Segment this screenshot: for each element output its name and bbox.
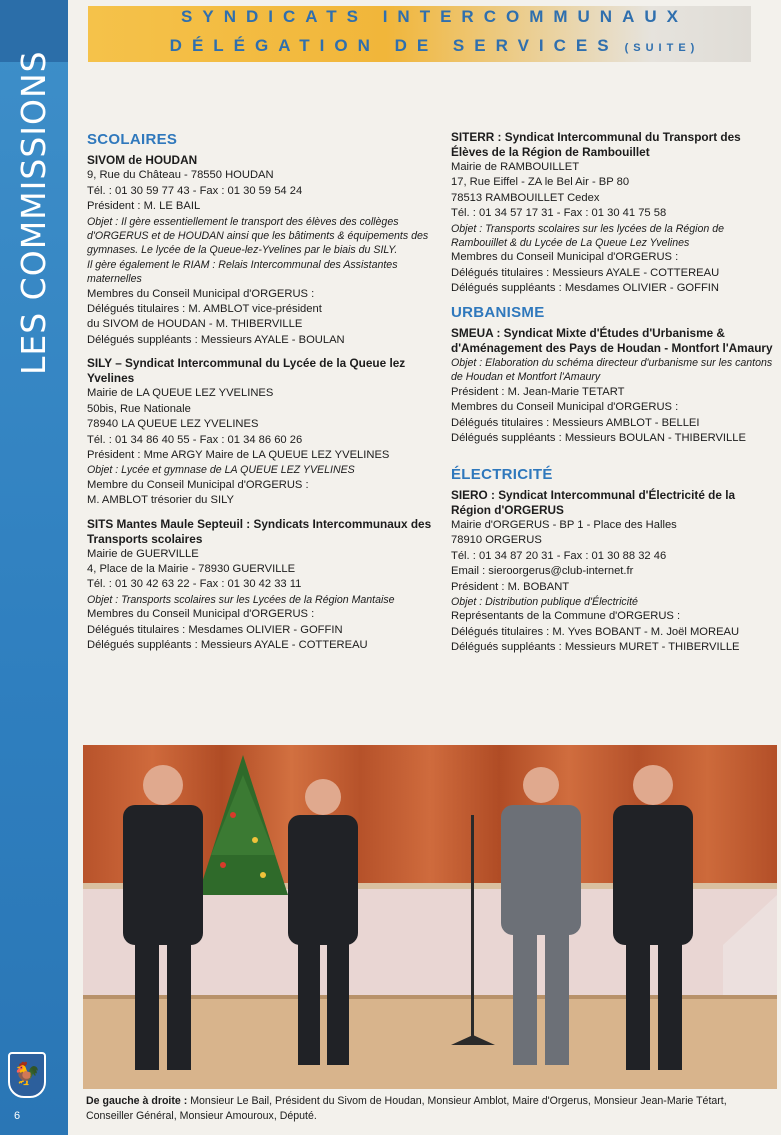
info-line: 4, Place de la Mairie - 78930 GUERVILLE [87,562,296,575]
info-line: Tél. : 01 30 59 77 43 - Fax : 01 30 59 54 24 [87,184,303,197]
info-line: Président : M. LE BAIL [87,200,201,213]
info-line: Tél. : 01 34 86 40 55 - Fax : 01 34 86 60 26 [87,433,303,446]
info-line: Membres du Conseil Municipal d'ORGERUS : [451,401,679,414]
objet-text: Objet : Distribution publique d'Électricité [451,595,638,608]
info-line: 78910 ORGERUS [451,534,542,547]
block-title: SITERR : Syndicat Intercommunal du Transport des Élèves de la Région de Rambouillet [451,130,741,159]
section-title-urbanisme: URBANISME [451,303,545,321]
header-subtitle [88,36,781,56]
right-column [451,130,777,664]
info-line: Membres du Conseil Municipal d'ORGERUS : [87,608,315,621]
info-line: Délégués titulaires : Messieurs AYALE - COTTEREAU [451,266,720,279]
info-line: M. AMBLOT trésorier du SILY [87,494,234,507]
block-sits [87,517,432,654]
block-title: SIVOM de HOUDAN [87,153,198,168]
block-siterr [451,130,777,297]
info-line: Tél. : 01 34 57 17 31 - Fax : 01 30 41 75 58 [451,207,667,220]
info-line: Mairie de RAMBOUILLET [451,161,580,173]
info-line: Délégués suppléants : Messieurs AYALE - BOULAN [87,333,345,346]
info-line: Président : M. Jean-Marie TETART [451,385,625,398]
header-title: SYNDICATS INTERCOMMUNAUX [181,7,688,26]
info-line: 17, Rue Eiffel - ZA le Bel Air - BP 80 [451,176,630,189]
header-suffix: (SUITE) [624,42,700,54]
objet-text: Objet : Il gère essentiellement le transport des élèves des collèges d'ORGERUS et de HOUDAN ainsi que les bâtiments & équipements des gymnases. Le lycée de la Queue-lez-Yvelines par le biais du SILY. [87,215,429,257]
info-line: Membre du Conseil Municipal d'ORGERUS : [87,478,309,491]
objet-text: Objet : Elaboration du schéma directeur d'urbanisme sur les cantons de Houdan et Montfort l'Amaury [451,357,773,384]
info-line: Délégués titulaires : Mesdames OLIVIER - GOFFIN [87,623,343,636]
riam-text: Il gère également le RIAM : Relais Intercommunal des Assistantes maternelles [87,258,398,286]
info-line: Mairie de LA QUEUE LEZ YVELINES [87,387,274,400]
photo-illustration [83,745,777,1089]
info-line: du SIVOM de HOUDAN - M. THIBERVILLE [87,318,303,331]
info-line: 9, Rue du Château - 78550 HOUDAN [87,169,274,182]
rooster-icon: 🐓 [8,1052,46,1098]
block-siero [451,488,777,656]
group-photo [83,745,777,1089]
objet-text: Objet : Transports scolaires sur les Lycées de la Région Mantaise [87,593,395,606]
block-title: SITS Mantes Maule Septeuil : Syndicats Intercommunaux des Transports scolaires [87,516,432,546]
objet-text: Objet : Lycée et gymnase de LA QUEUE LEZ YVELINES [87,464,355,477]
email-line: Email : sieroorgerus@club-internet.fr [451,565,634,578]
info-line: Président : M. BOBANT [451,580,570,593]
section-title-scolaires: SCOLAIRES [87,131,178,148]
sidebar [0,0,68,1135]
objet-text: Objet : Transports scolaires sur les lycées de la Région de Rambouillet & du Lycée de La Queue Lez Yvelines [451,222,725,250]
block-title: SILY – Syndicat Intercommunal du Lycée de la Queue lez Yvelines [87,356,406,386]
block-sily [87,356,432,508]
caption-lead: De gauche à droite : [86,1095,188,1107]
spacer [451,455,777,465]
info-line: Délégués suppléants : Mesdames OLIVIER - GOFFIN [451,282,719,295]
block-title: SMEUA : Syndicat Mixte d'Études d'Urbanisme & d'Aménagement des Pays de Houdan - Montfort l'Amaury [451,326,773,356]
info-line: 50bis, Rue Nationale [87,402,191,415]
info-line: Délégués suppléants : Messieurs MURET - THIBERVILLE [451,641,740,654]
info-line: Délégués titulaires : M. AMBLOT vice-président [87,303,322,316]
info-line: Tél. : 01 30 42 63 22 - Fax : 01 30 42 33 11 [87,578,302,591]
info-line: Membres du Conseil Municipal d'ORGERUS : [87,287,315,300]
block-smeua [451,326,777,446]
info-line: Délégués titulaires : Messieurs AMBLOT - BELLEI [451,416,700,429]
left-column [87,130,432,661]
info-line: Délégués suppléants : Messieurs BOULAN - THIBERVILLE [451,432,746,445]
info-line: Membres du Conseil Municipal d'ORGERUS : [451,251,679,264]
block-title: SIERO : Syndicat Intercommunal d'Électricité de la Région d'ORGERUS [451,487,736,517]
info-line: Président : Mme ARGY Maire de LA QUEUE LEZ YVELINES [87,448,390,461]
block-sivom [87,153,432,348]
info-line: 78513 RAMBOUILLET Cedex [451,191,600,204]
info-line: Représentants de la Commune d'ORGERUS : [451,610,681,623]
info-line: Tél. : 01 34 87 20 31 - Fax : 01 30 88 32 46 [451,549,667,562]
section-title-electricite: ÉLECTRICITÉ [451,465,553,483]
sidebar-title: LES COMMISSIONS [14,50,53,375]
header-subtitle-text: DÉLÉGATION DE SERVICES [169,36,619,55]
info-line: Délégués titulaires : M. Yves BOBANT - M. Joël MOREAU [451,625,740,638]
photo-caption [86,1094,776,1124]
caption-text: Monsieur Le Bail, Président du Sivom de Houdan, Monsieur Amblot, Maire d'Orgerus, Monsieur Jean-Marie Tétart, Conseiller Général, Monsieur Amouroux, Député. [86,1095,727,1122]
info-line: Délégués suppléants : Messieurs AYALE - COTTEREAU [87,638,368,651]
page-number: 6 [14,1110,21,1122]
info-line: 78940 LA QUEUE LEZ YVELINES [87,418,259,431]
info-line: Mairie de GUERVILLE [87,547,199,560]
info-line: Mairie d'ORGERUS - BP 1 - Place des Halles [451,518,677,531]
